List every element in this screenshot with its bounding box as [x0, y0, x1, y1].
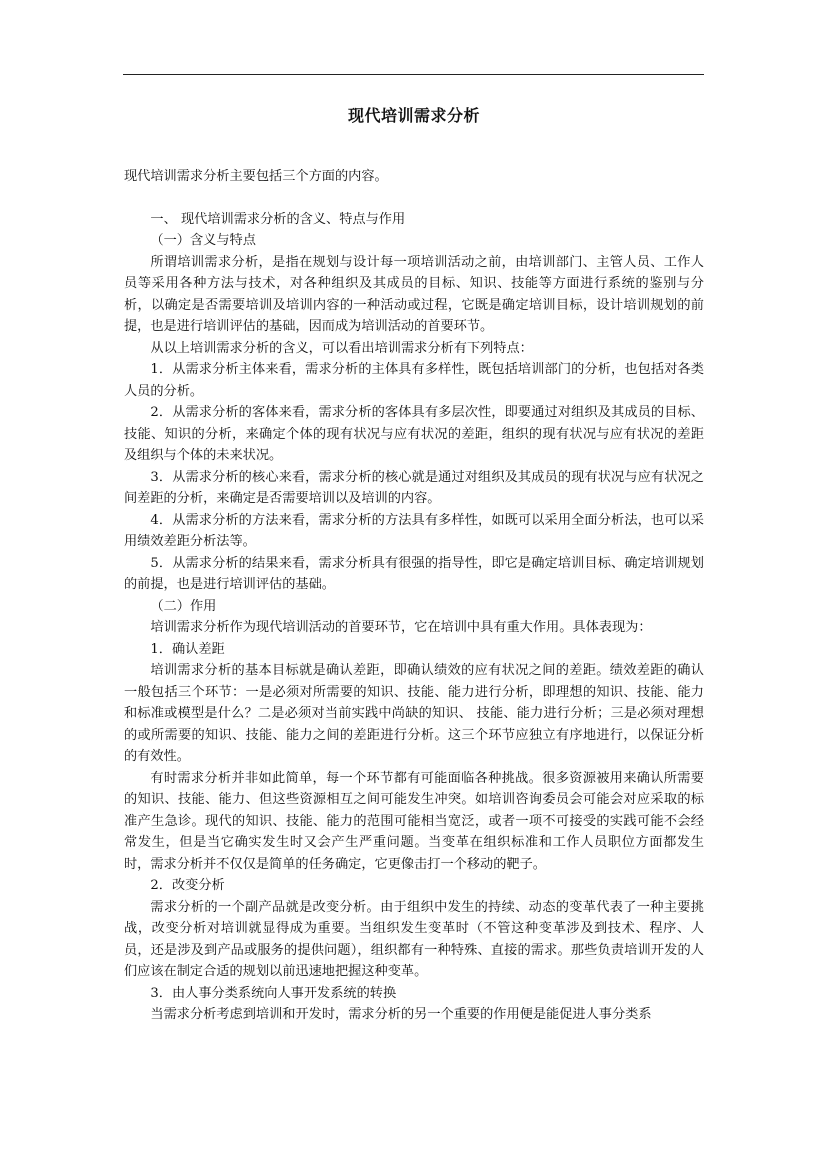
feature-item-5: 5．从需求分析的结果来看，需求分析具有很强的指导性，即它是确定培训目标、确定培训规划的前提，也是进行培训评估的基础。 [124, 555, 704, 592]
paragraph-role-lead: 培训需求分析作为现代培训活动的首要环节，它在培训中具有重大作用。具体表现为： [150, 620, 652, 635]
role-3-paragraph-1: 当需求分析考虑到培训和开发时，需求分析的另一个重要的作用便是能促进人事分类系 [150, 1007, 652, 1022]
feature-item-4: 4．从需求分析的方法来看，需求分析的方法具有多样性，如既可以采用全面分析法，也可以采用绩效差距分析法等。 [124, 512, 704, 549]
subsection-heading-meaning: （一）含义与特点 [150, 233, 256, 248]
subsection-heading-role: （二）作用 [150, 598, 217, 614]
role-1-paragraph-2: 有时需求分析并非如此简单，每一个环节都有可能面临各种挑战。很多资源被用来确认所需要的知识、技能、能力、但这些资源相互之间可能发生冲突。如培训咨询委员会可能会对应采取的标准产生急诊。现代的知识、技能、能力的范围可能相当宽泛，或者一项不可接受的实践可能不会经常发生，但是当它确实发生时又会产生严重问题。当变革在组织标准和工作人员职位方面都发生时，需求分析并不仅仅是简单的任务确定，它更像击打一个移动的靶子。 [124, 770, 704, 872]
paragraph-definition: 所谓培训需求分析，是指在规划与设计每一项培训活动之前，由培训部门、主管人员、工作人员等采用各种方法与技术，对各种组织及其成员的目标、知识、技能等方面进行系统的鉴别与分析，以确定是否需要培训及培训内容的一种活动或过程，它既是确定培训目标，设计培训规划的前提，也是进行培训评估的基础，因而成为培训活动的首要环节。 [124, 254, 704, 334]
document-page [124, 106, 704, 1026]
feature-item-2: 2．从需求分析的客体来看，需求分析的客体具有多层次性，即要通过对组织及其成员的目标、技能、知识的分析，来确定个体的现有状况与应有状况的差距，组织的现有状况与应有状况的差距及组织与个体的未来状况。 [124, 405, 704, 463]
document-title: 现代培训需求分析 [347, 106, 480, 125]
feature-item-3: 3．从需求分析的核心来看，需求分析的核心就是通过对组织及其成员的现有状况与应有状况之间差距的分析，来确定是否需要培训以及培训的内容。 [124, 469, 704, 506]
header-rule [123, 74, 704, 75]
feature-item-1: 1．从需求分析主体来看，需求分析的主体具有多样性，既包括培训部门的分析，也包括对各类人员的分析。 [124, 362, 704, 399]
role-heading-3: 3．由人事分类系统向人事开发系统的转换 [150, 985, 397, 1001]
paragraph-features-lead: 从以上培训需求分析的含义，可以看出培训需求分析有下列特点： [150, 340, 533, 356]
role-2-paragraph-1: 需求分析的一个副产品就是改变分析。由于组织中发生的持续、动态的变革代表了一种主要挑战，改变分析对培训就显得成为重要。当组织发生变革时（不管这种变革涉及到技术、程序、人员，还是涉及到产品或服务的提供问题），组织都有一种特殊、直接的需求。那些负责培训开发的人们应该在制定合适的规划以前迅速地把握这种变革。 [124, 899, 704, 979]
intro-paragraph: 现代培训需求分析主要包括三个方面的内容。 [124, 169, 388, 184]
role-heading-2: 2．改变分析 [150, 878, 225, 893]
role-1-paragraph-1: 培训需求分析的基本目标就是确认差距，即确认绩效的应有状况之间的差距。绩效差距的确认一般包括三个环节：一是必须对所需要的知识、技能、能力进行分析，即理想的知识、技能、能力和标准或模型是什么？二是必须对当前实践中尚缺的知识、 技能、能力进行分析；三是必须对理想的或所需要的知识、技能、能力之间的差距进行分析。这三个环节应独立有序地进行，以保证分析的有效性。 [124, 663, 704, 764]
role-heading-1: 1．确认差距 [150, 641, 225, 657]
section-heading-1: 一、 现代培训需求分析的含义、特点与作用 [150, 211, 406, 227]
